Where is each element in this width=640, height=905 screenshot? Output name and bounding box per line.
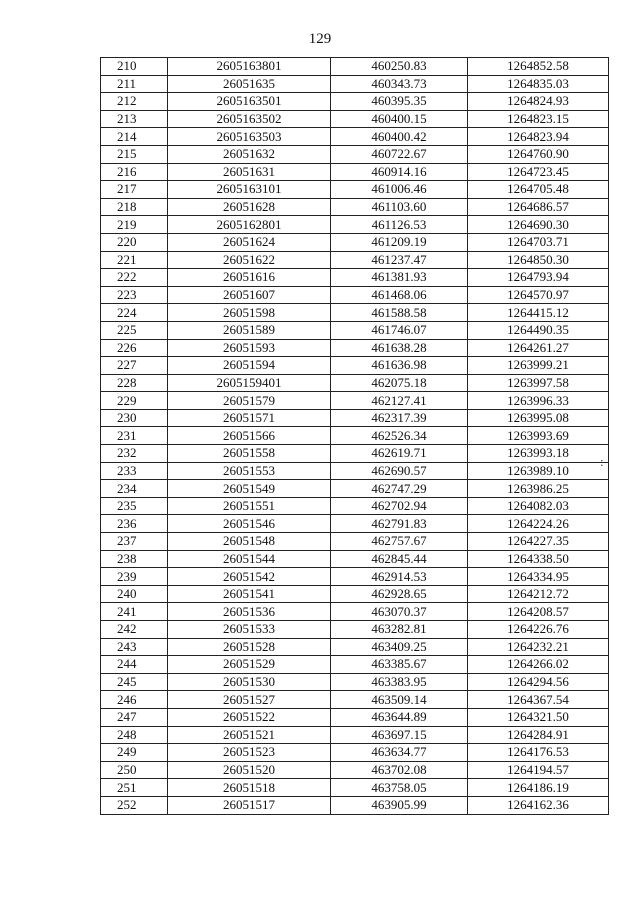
x-coordinate-cell: 461638.28 bbox=[331, 339, 468, 357]
row-number-cell: 221 bbox=[101, 251, 168, 269]
x-coordinate-cell: 460395.35 bbox=[331, 93, 468, 111]
point-code-cell: 26051635 bbox=[168, 75, 331, 93]
point-code-cell: 26051558 bbox=[168, 445, 331, 463]
x-coordinate-cell: 463644.89 bbox=[331, 708, 468, 726]
x-coordinate-cell: 463758.05 bbox=[331, 779, 468, 797]
coordinates-table-container bbox=[100, 57, 609, 815]
point-code-cell: 26051616 bbox=[168, 269, 331, 287]
row-number-cell: 223 bbox=[101, 286, 168, 304]
row-number-cell: 217 bbox=[101, 181, 168, 199]
y-coordinate-cell: 1264705.48 bbox=[468, 181, 609, 199]
x-coordinate-cell: 461468.06 bbox=[331, 286, 468, 304]
table-row bbox=[101, 110, 609, 128]
x-coordinate-cell: 463070.37 bbox=[331, 603, 468, 621]
y-coordinate-cell: 1264162.36 bbox=[468, 796, 609, 814]
y-coordinate-cell: 1263993.18 bbox=[468, 445, 609, 463]
table-row bbox=[101, 269, 609, 287]
row-number-cell: 211 bbox=[101, 75, 168, 93]
y-coordinate-cell: 1264186.19 bbox=[468, 779, 609, 797]
row-number-cell: 216 bbox=[101, 163, 168, 181]
point-code-cell: 2605163501 bbox=[168, 93, 331, 111]
x-coordinate-cell: 461126.53 bbox=[331, 216, 468, 234]
row-number-cell: 236 bbox=[101, 515, 168, 533]
y-coordinate-cell: 1264212.72 bbox=[468, 585, 609, 603]
point-code-cell: 26051533 bbox=[168, 621, 331, 639]
row-number-cell: 214 bbox=[101, 128, 168, 146]
x-coordinate-cell: 461237.47 bbox=[331, 251, 468, 269]
x-coordinate-cell: 462619.71 bbox=[331, 445, 468, 463]
row-number-cell: 249 bbox=[101, 744, 168, 762]
y-coordinate-cell: 1264760.90 bbox=[468, 145, 609, 163]
y-coordinate-cell: 1263986.25 bbox=[468, 480, 609, 498]
x-coordinate-cell: 462747.29 bbox=[331, 480, 468, 498]
row-number-cell: 252 bbox=[101, 796, 168, 814]
table-row bbox=[101, 75, 609, 93]
x-coordinate-cell: 462317.39 bbox=[331, 409, 468, 427]
margin-mark: : bbox=[600, 454, 604, 469]
row-number-cell: 240 bbox=[101, 585, 168, 603]
table-row bbox=[101, 744, 609, 762]
y-coordinate-cell: 1264686.57 bbox=[468, 198, 609, 216]
table-row bbox=[101, 145, 609, 163]
table-row bbox=[101, 233, 609, 251]
x-coordinate-cell: 462791.83 bbox=[331, 515, 468, 533]
row-number-cell: 219 bbox=[101, 216, 168, 234]
x-coordinate-cell: 460343.73 bbox=[331, 75, 468, 93]
point-code-cell: 2605163503 bbox=[168, 128, 331, 146]
x-coordinate-cell: 460914.16 bbox=[331, 163, 468, 181]
point-code-cell: 26051528 bbox=[168, 638, 331, 656]
x-coordinate-cell: 463634.77 bbox=[331, 744, 468, 762]
y-coordinate-cell: 1264703.71 bbox=[468, 233, 609, 251]
row-number-cell: 242 bbox=[101, 621, 168, 639]
y-coordinate-cell: 1263993.69 bbox=[468, 427, 609, 445]
y-coordinate-cell: 1264490.35 bbox=[468, 321, 609, 339]
table-row bbox=[101, 321, 609, 339]
x-coordinate-cell: 462757.67 bbox=[331, 533, 468, 551]
x-coordinate-cell: 461209.19 bbox=[331, 233, 468, 251]
table-row bbox=[101, 409, 609, 427]
row-number-cell: 243 bbox=[101, 638, 168, 656]
x-coordinate-cell: 461103.60 bbox=[331, 198, 468, 216]
table-row bbox=[101, 427, 609, 445]
page-number: 129 bbox=[308, 31, 332, 47]
y-coordinate-cell: 1264224.26 bbox=[468, 515, 609, 533]
row-number-cell: 235 bbox=[101, 497, 168, 515]
y-coordinate-cell: 1264208.57 bbox=[468, 603, 609, 621]
table-row bbox=[101, 656, 609, 674]
x-coordinate-cell: 461588.58 bbox=[331, 304, 468, 322]
x-coordinate-cell: 462845.44 bbox=[331, 550, 468, 568]
row-number-cell: 225 bbox=[101, 321, 168, 339]
y-coordinate-cell: 1264793.94 bbox=[468, 269, 609, 287]
table-row bbox=[101, 480, 609, 498]
point-code-cell: 26051523 bbox=[168, 744, 331, 762]
y-coordinate-cell: 1264338.50 bbox=[468, 550, 609, 568]
x-coordinate-cell: 462690.57 bbox=[331, 462, 468, 480]
x-coordinate-cell: 463383.95 bbox=[331, 673, 468, 691]
y-coordinate-cell: 1264294.56 bbox=[468, 673, 609, 691]
table-row bbox=[101, 603, 609, 621]
x-coordinate-cell: 462526.34 bbox=[331, 427, 468, 445]
table-row bbox=[101, 181, 609, 199]
table-row bbox=[101, 796, 609, 814]
point-code-cell: 26051628 bbox=[168, 198, 331, 216]
coordinates-table bbox=[100, 57, 609, 815]
table-row bbox=[101, 93, 609, 111]
y-coordinate-cell: 1264227.35 bbox=[468, 533, 609, 551]
row-number-cell: 227 bbox=[101, 357, 168, 375]
x-coordinate-cell: 462914.53 bbox=[331, 568, 468, 586]
row-number-cell: 222 bbox=[101, 269, 168, 287]
table-row bbox=[101, 533, 609, 551]
table-row bbox=[101, 198, 609, 216]
point-code-cell: 2605159401 bbox=[168, 374, 331, 392]
table-row bbox=[101, 691, 609, 709]
point-code-cell: 26051536 bbox=[168, 603, 331, 621]
row-number-cell: 245 bbox=[101, 673, 168, 691]
point-code-cell: 26051527 bbox=[168, 691, 331, 709]
y-coordinate-cell: 1264723.45 bbox=[468, 163, 609, 181]
row-number-cell: 248 bbox=[101, 726, 168, 744]
row-number-cell: 239 bbox=[101, 568, 168, 586]
y-coordinate-cell: 1264226.76 bbox=[468, 621, 609, 639]
table-row bbox=[101, 251, 609, 269]
table-row bbox=[101, 392, 609, 410]
point-code-cell: 26051607 bbox=[168, 286, 331, 304]
row-number-cell: 215 bbox=[101, 145, 168, 163]
point-code-cell: 26051624 bbox=[168, 233, 331, 251]
y-coordinate-cell: 1264570.97 bbox=[468, 286, 609, 304]
point-code-cell: 26051548 bbox=[168, 533, 331, 551]
row-number-cell: 246 bbox=[101, 691, 168, 709]
point-code-cell: 26051530 bbox=[168, 673, 331, 691]
point-code-cell: 26051566 bbox=[168, 427, 331, 445]
x-coordinate-cell: 463409.25 bbox=[331, 638, 468, 656]
table-row bbox=[101, 339, 609, 357]
table-row bbox=[101, 550, 609, 568]
coordinates-table-body bbox=[101, 58, 609, 815]
y-coordinate-cell: 1264415.12 bbox=[468, 304, 609, 322]
x-coordinate-cell: 462075.18 bbox=[331, 374, 468, 392]
row-number-cell: 231 bbox=[101, 427, 168, 445]
y-coordinate-cell: 1264261.27 bbox=[468, 339, 609, 357]
row-number-cell: 237 bbox=[101, 533, 168, 551]
x-coordinate-cell: 463509.14 bbox=[331, 691, 468, 709]
point-code-cell: 26051551 bbox=[168, 497, 331, 515]
row-number-cell: 251 bbox=[101, 779, 168, 797]
point-code-cell: 26051542 bbox=[168, 568, 331, 586]
point-code-cell: 26051579 bbox=[168, 392, 331, 410]
row-number-cell: 218 bbox=[101, 198, 168, 216]
row-number-cell: 238 bbox=[101, 550, 168, 568]
table-row bbox=[101, 304, 609, 322]
y-coordinate-cell: 1264824.93 bbox=[468, 93, 609, 111]
y-coordinate-cell: 1264367.54 bbox=[468, 691, 609, 709]
x-coordinate-cell: 463385.67 bbox=[331, 656, 468, 674]
y-coordinate-cell: 1264176.53 bbox=[468, 744, 609, 762]
table-row bbox=[101, 357, 609, 375]
table-row bbox=[101, 761, 609, 779]
point-code-cell: 26051544 bbox=[168, 550, 331, 568]
x-coordinate-cell: 463702.08 bbox=[331, 761, 468, 779]
point-code-cell: 26051593 bbox=[168, 339, 331, 357]
row-number-cell: 241 bbox=[101, 603, 168, 621]
row-number-cell: 233 bbox=[101, 462, 168, 480]
point-code-cell: 2605162801 bbox=[168, 216, 331, 234]
row-number-cell: 224 bbox=[101, 304, 168, 322]
y-coordinate-cell: 1264232.21 bbox=[468, 638, 609, 656]
row-number-cell: 244 bbox=[101, 656, 168, 674]
table-row bbox=[101, 462, 609, 480]
x-coordinate-cell: 460400.15 bbox=[331, 110, 468, 128]
x-coordinate-cell: 461636.98 bbox=[331, 357, 468, 375]
point-code-cell: 26051598 bbox=[168, 304, 331, 322]
x-coordinate-cell: 460400.42 bbox=[331, 128, 468, 146]
point-code-cell: 2605163502 bbox=[168, 110, 331, 128]
point-code-cell: 26051546 bbox=[168, 515, 331, 533]
table-row bbox=[101, 779, 609, 797]
x-coordinate-cell: 462127.41 bbox=[331, 392, 468, 410]
point-code-cell: 26051520 bbox=[168, 761, 331, 779]
point-code-cell: 26051594 bbox=[168, 357, 331, 375]
table-row bbox=[101, 726, 609, 744]
point-code-cell: 26051622 bbox=[168, 251, 331, 269]
row-number-cell: 232 bbox=[101, 445, 168, 463]
point-code-cell: 26051553 bbox=[168, 462, 331, 480]
point-code-cell: 26051631 bbox=[168, 163, 331, 181]
x-coordinate-cell: 461746.07 bbox=[331, 321, 468, 339]
table-row bbox=[101, 58, 609, 76]
table-row bbox=[101, 515, 609, 533]
y-coordinate-cell: 1264082.03 bbox=[468, 497, 609, 515]
y-coordinate-cell: 1264266.02 bbox=[468, 656, 609, 674]
row-number-cell: 226 bbox=[101, 339, 168, 357]
y-coordinate-cell: 1264690.30 bbox=[468, 216, 609, 234]
table-row bbox=[101, 621, 609, 639]
table-row bbox=[101, 585, 609, 603]
x-coordinate-cell: 463282.81 bbox=[331, 621, 468, 639]
table-row bbox=[101, 673, 609, 691]
y-coordinate-cell: 1264194.57 bbox=[468, 761, 609, 779]
row-number-cell: 229 bbox=[101, 392, 168, 410]
row-number-cell: 212 bbox=[101, 93, 168, 111]
point-code-cell: 26051549 bbox=[168, 480, 331, 498]
x-coordinate-cell: 461381.93 bbox=[331, 269, 468, 287]
y-coordinate-cell: 1264835.03 bbox=[468, 75, 609, 93]
x-coordinate-cell: 461006.46 bbox=[331, 181, 468, 199]
table-row bbox=[101, 128, 609, 146]
x-coordinate-cell: 460250.83 bbox=[331, 58, 468, 76]
y-coordinate-cell: 1263995.08 bbox=[468, 409, 609, 427]
row-number-cell: 220 bbox=[101, 233, 168, 251]
point-code-cell: 26051541 bbox=[168, 585, 331, 603]
point-code-cell: 26051571 bbox=[168, 409, 331, 427]
y-coordinate-cell: 1264321.50 bbox=[468, 708, 609, 726]
y-coordinate-cell: 1263989.10 bbox=[468, 462, 609, 480]
table-row bbox=[101, 216, 609, 234]
row-number-cell: 247 bbox=[101, 708, 168, 726]
point-code-cell: 26051521 bbox=[168, 726, 331, 744]
y-coordinate-cell: 1264823.15 bbox=[468, 110, 609, 128]
table-row bbox=[101, 497, 609, 515]
y-coordinate-cell: 1264852.58 bbox=[468, 58, 609, 76]
table-row bbox=[101, 708, 609, 726]
x-coordinate-cell: 462702.94 bbox=[331, 497, 468, 515]
table-row bbox=[101, 445, 609, 463]
point-code-cell: 2605163101 bbox=[168, 181, 331, 199]
point-code-cell: 26051589 bbox=[168, 321, 331, 339]
point-code-cell: 26051517 bbox=[168, 796, 331, 814]
table-row bbox=[101, 374, 609, 392]
point-code-cell: 26051632 bbox=[168, 145, 331, 163]
table-row bbox=[101, 163, 609, 181]
x-coordinate-cell: 460722.67 bbox=[331, 145, 468, 163]
y-coordinate-cell: 1263999.21 bbox=[468, 357, 609, 375]
row-number-cell: 250 bbox=[101, 761, 168, 779]
point-code-cell: 2605163801 bbox=[168, 58, 331, 76]
x-coordinate-cell: 462928.65 bbox=[331, 585, 468, 603]
row-number-cell: 230 bbox=[101, 409, 168, 427]
x-coordinate-cell: 463697.15 bbox=[331, 726, 468, 744]
y-coordinate-cell: 1264284.91 bbox=[468, 726, 609, 744]
y-coordinate-cell: 1263997.58 bbox=[468, 374, 609, 392]
y-coordinate-cell: 1264334.95 bbox=[468, 568, 609, 586]
table-row bbox=[101, 286, 609, 304]
y-coordinate-cell: 1263996.33 bbox=[468, 392, 609, 410]
point-code-cell: 26051529 bbox=[168, 656, 331, 674]
y-coordinate-cell: 1264850.30 bbox=[468, 251, 609, 269]
point-code-cell: 26051522 bbox=[168, 708, 331, 726]
table-row bbox=[101, 568, 609, 586]
row-number-cell: 210 bbox=[101, 58, 168, 76]
x-coordinate-cell: 463905.99 bbox=[331, 796, 468, 814]
row-number-cell: 228 bbox=[101, 374, 168, 392]
row-number-cell: 213 bbox=[101, 110, 168, 128]
row-number-cell: 234 bbox=[101, 480, 168, 498]
y-coordinate-cell: 1264823.94 bbox=[468, 128, 609, 146]
table-row bbox=[101, 638, 609, 656]
point-code-cell: 26051518 bbox=[168, 779, 331, 797]
